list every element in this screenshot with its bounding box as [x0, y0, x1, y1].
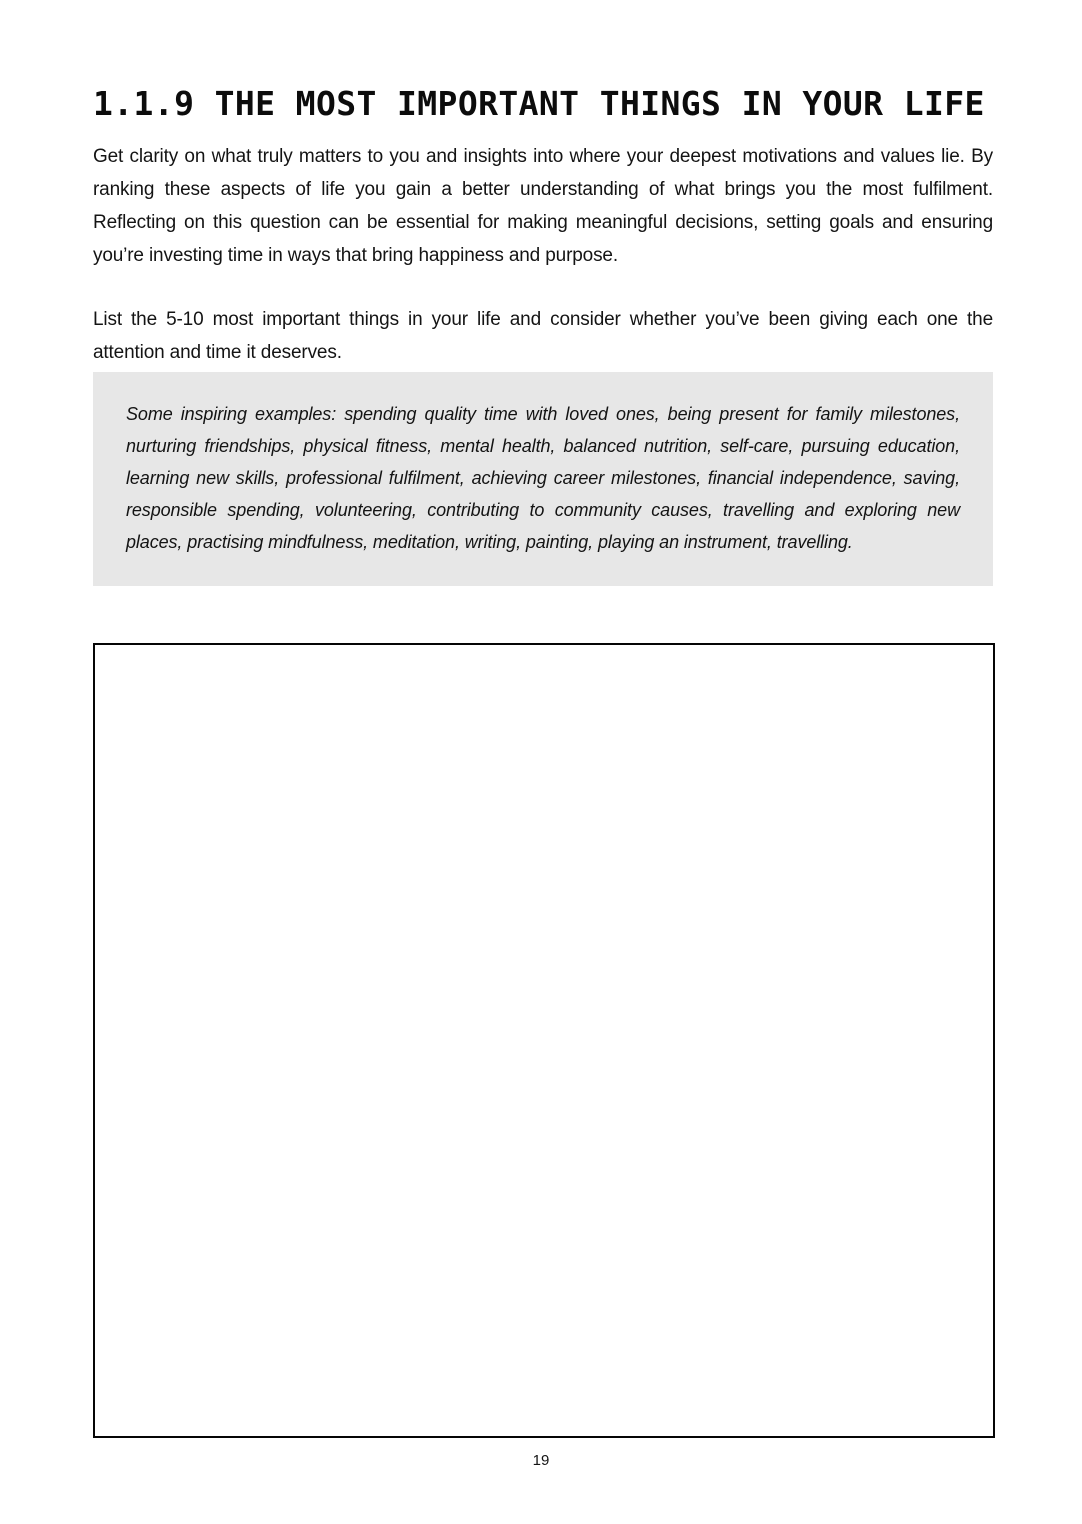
examples-text: Some inspiring examples: spending quality time with loved ones, being present for family milestones, nurturing friendships, physical fitness, mental health, balanced nutrition, self-care, pursuing education, learning new skills, professional fulfilment, achieving career milestones, financial independence, saving, responsible spending, volunteering, contributing to community causes, travelling and exploring new places, practising mindfulness, meditation, writing, painting, playing an instrument, travelling. [126, 404, 960, 552]
intro-paragraph: Get clarity on what truly matters to you and insights into where your deepest motivations and values lie. By ranking these aspects of life you gain a better understanding of what brings you the most fulfilment. Reflecting on this question can be essential for making meaningful decisions, setting goals and ensuring you’re investing time in ways that bring happiness and purpose. [93, 146, 993, 266]
answer-writing-area[interactable] [93, 643, 995, 1438]
page-number: 19 [532, 1452, 550, 1469]
examples-callout [93, 372, 993, 586]
section-heading: 1.1.9 THE MOST IMPORTANT THINGS IN YOUR LIFE [93, 84, 985, 124]
instruction-paragraph: List the 5-10 most important things in your life and consider whether you’ve been giving each one the attention and time it deserves. [93, 309, 993, 363]
